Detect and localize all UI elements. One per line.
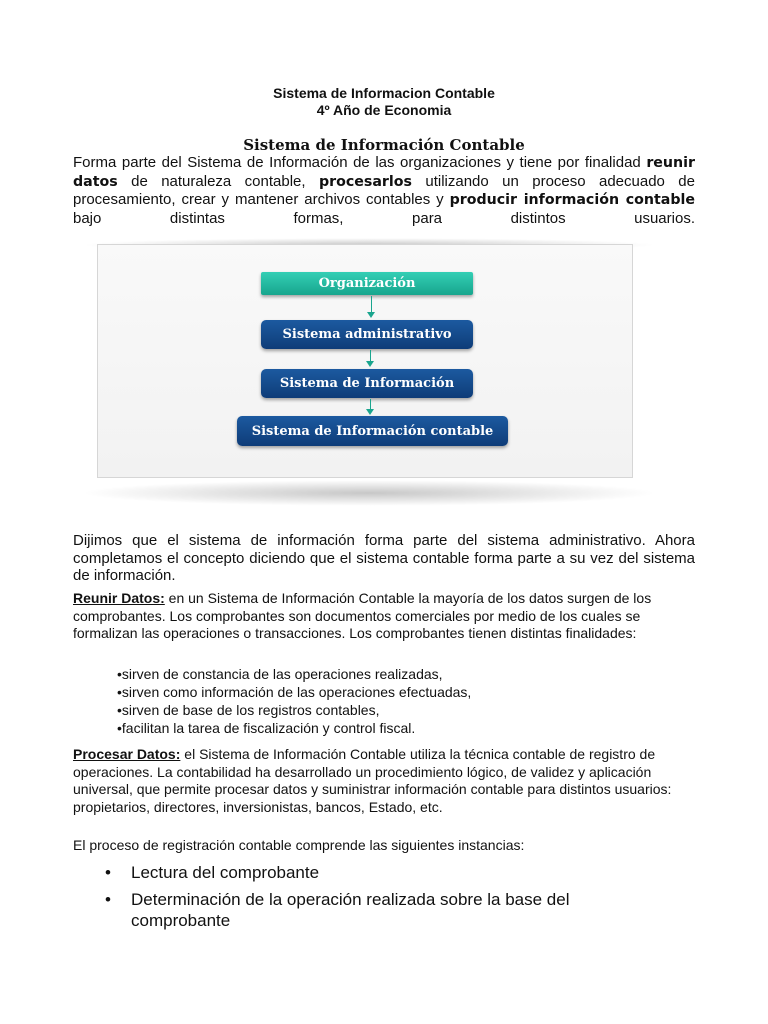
section-title: Sistema de Información Contable: [243, 136, 525, 154]
instancia-item-1: [105, 862, 319, 883]
figure-shadow-bottom: [80, 480, 658, 506]
box-organizacion: Organización: [261, 272, 473, 295]
list-item: •facilitan la tarea de fiscalización y control fiscal.: [117, 720, 416, 736]
intro-text-2: de naturaleza contable,: [117, 172, 319, 190]
intro-text-1: Forma parte del Sistema de Información de las organizaciones y tiene por finalidad: [73, 154, 647, 171]
paragraph-sistema: Dijimos que el sistema de información forma parte del sistema administrativo. Ahora completamos el concepto diciendo que el sistema contable forma parte a su vez del sistema de información.: [73, 532, 695, 584]
box-sistema-administrativo: Sistema administrativo: [261, 320, 473, 349]
procesar-datos-text: el Sistema de Información Contable utiliza la técnica contable de registro de operaciones. La contabilidad ha desarrollado un procedimiento lógico, de validez y aplicación universal, que permite procesar datos y suministrar información contable para distintos usuarios: propietarios, directores, inversionistas, bancos, Estado, etc.: [73, 746, 672, 815]
bullet-icon: •: [105, 863, 111, 882]
instancia-text: Lectura del comprobante: [131, 863, 320, 882]
document-title: Sistema de Informacion Contable: [273, 85, 495, 101]
document-subtitle: 4º Año de Economia: [316, 102, 452, 118]
hierarchy-diagram: [97, 244, 633, 478]
paragraph-proceso-intro: El proceso de registración contable comprende las siguientes instancias:: [73, 837, 525, 853]
paragraph-procesar-datos: [73, 746, 695, 816]
list-item: •sirven como información de las operaciones efectuadas,: [117, 684, 472, 700]
intro-paragraph: [73, 154, 695, 227]
box-sistema-informacion-contable: Sistema de Información contable: [237, 416, 508, 446]
instancia-item-2: [105, 889, 665, 931]
procesar-datos-label: Procesar Datos:: [73, 746, 181, 762]
intro-bold-procesar: procesarlos: [318, 173, 412, 190]
finalidades-list: [117, 665, 471, 737]
intro-text-4: bajo distintas formas, para distintos usuarios.: [73, 209, 695, 227]
reunir-datos-text: en un Sistema de Información Contable la mayoría de los datos surgen de los comprobantes. Los comprobantes son documentos comerciales por medio de los cuales se formalizan las operaciones o transacciones. Los comprobantes tienen distintas finalidades:: [73, 590, 652, 641]
list-item: •sirven de constancia de las operaciones realizadas,: [117, 666, 443, 682]
intro-bold-reunir: reunir datos: [73, 155, 695, 190]
intro-text-3: utilizando un proceso adecuado de procesamiento, crear y mantener archivos contables y: [73, 172, 695, 208]
intro-bold-producir: producir información contable: [449, 192, 695, 208]
instancia-text: Determinación de la operación realizada sobre la base del comprobante: [131, 890, 570, 930]
paragraph-reunir-datos: [73, 590, 695, 643]
bullet-icon: •: [105, 890, 111, 909]
reunir-datos-label: Reunir Datos:: [73, 590, 165, 606]
box-sistema-informacion: Sistema de Información: [261, 369, 473, 398]
list-item: •sirven de base de los registros contables,: [117, 702, 380, 718]
